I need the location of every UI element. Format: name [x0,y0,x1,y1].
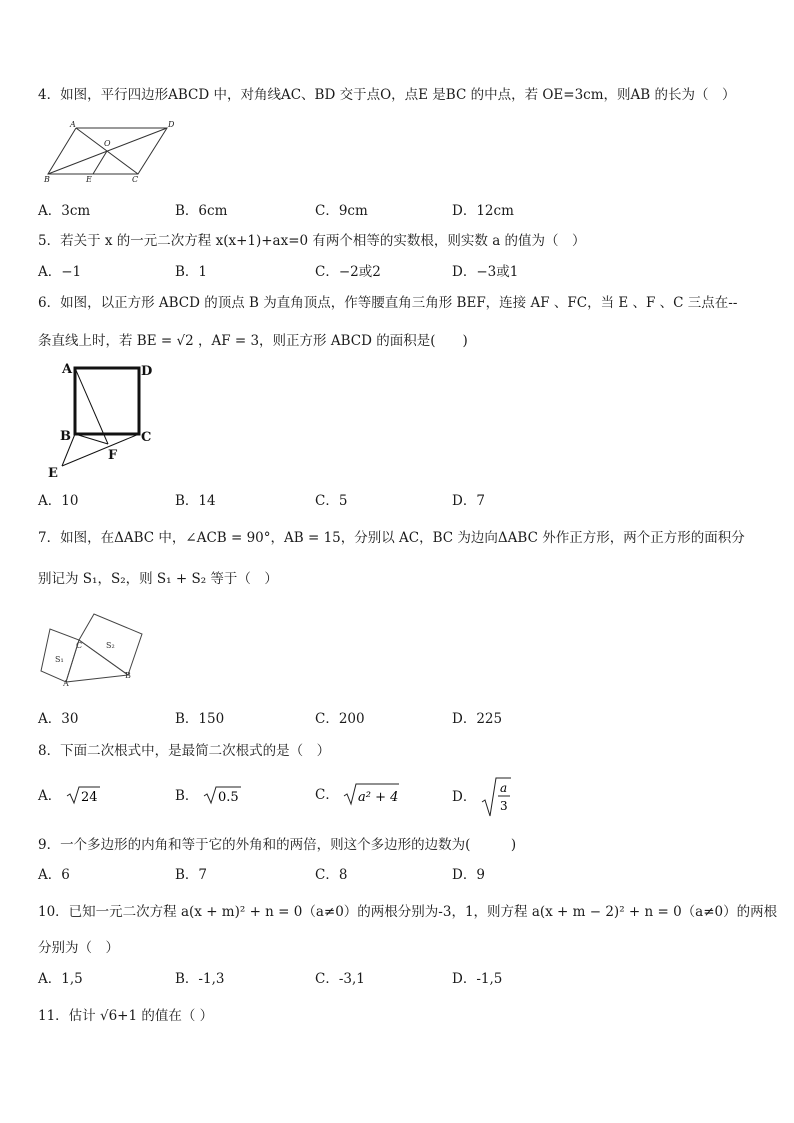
q6-option-d[interactable]: D．7 [452,493,485,509]
q4-label-b: B [44,175,50,184]
q6-label-d: D [141,364,153,379]
q4-label-c: C [132,175,139,184]
q6-stem-line1: 6．如图，以正方形 ABCD 的顶点 B 为直角顶点，作等腰直角三角形 BEF，连接 AF 、FC，当 E 、F 、C 三点在-- [38,295,738,311]
q4-label-e: E [86,175,92,184]
q8-radicand-a: 24 [80,790,98,805]
q6-option-b[interactable]: B．14 [175,493,216,509]
q6-label-e: E [48,466,58,481]
q4-option-b[interactable]: B．6cm [175,203,228,219]
q5-option-a[interactable]: A．−1 [38,264,82,280]
q9-option-c[interactable]: C．8 [315,867,348,883]
q10-option-c[interactable]: C．-3,1 [315,971,365,987]
q7-label-a: A [63,679,69,686]
q11-stem: 11．估计 √6+1 的值在（ ） [38,1008,214,1024]
q4-option-a[interactable]: A．3cm [38,203,91,219]
q8-option-c[interactable] [315,782,399,806]
q4-options [38,199,598,219]
q10-option-a[interactable]: A．1,5 [38,971,83,987]
q7-options [38,707,598,727]
q6-label-b: B [60,429,71,444]
q5-option-d[interactable]: D．−3或1 [452,264,519,280]
q6-label-a: A [62,362,73,377]
q5-option-b[interactable]: B．1 [175,264,208,280]
q8-options [38,776,598,818]
q6-option-c[interactable]: C．5 [315,493,348,509]
q9-option-d[interactable]: D．9 [452,867,485,883]
q8-option-a[interactable] [38,784,100,805]
q10-option-b[interactable]: B．-1,3 [175,971,225,987]
q7-squares-figure [38,608,150,686]
q8-option-d-prefix: D． [452,789,477,805]
q8-radical-b [203,785,241,805]
q4-option-d[interactable]: D．12cm [452,203,514,219]
q7-stem-line1: 7．如图，在ΔABC 中，∠ACB = 90°，AB = 15，分别以 AC，BC 为边向ΔABC 外作正方形，两个正方形的面积分 [38,530,745,546]
q4-parallelogram-figure [40,118,180,184]
q10-option-d[interactable]: D．-1,5 [452,971,503,987]
q5-stem: 5．若关于 x 的一元二次方程 x(x+1)+ax=0 有两个相等的实数根，则实数 a 的值为（ ） [38,233,586,249]
q7-option-d[interactable]: D．225 [452,711,503,727]
q8-option-a-prefix: A． [38,788,62,804]
q10-stem-line2: 分别为（ ） [38,940,119,956]
q6-stem-line2: 条直线上时，若 BE = √2 ，AF = 3，则正方形 ABCD 的面积是( ) [38,333,468,349]
q8-radicand-c: a² + 4 [358,790,399,805]
q9-stem: 9．一个多边形的内角和等于它的外角和的两倍，则这个多边形的边数为( ) [38,837,517,853]
q10-options [38,967,598,987]
q8-option-b-prefix: B． [175,788,199,804]
q8-radicand-b: 0.5 [217,790,239,805]
q9-option-a[interactable]: A．6 [38,867,70,883]
q8-radical-d [481,776,511,818]
q6-options [38,489,598,509]
q8-frac-num: a [499,781,507,795]
q5-options [38,260,598,280]
q4-label-d: D [168,120,175,129]
q6-square-figure [44,358,164,483]
q6-label-c: C [141,430,152,445]
q8-frac-den: 3 [499,799,508,813]
q7-stem-line2: 别记为 S₁，S₂，则 S₁ + S₂ 等于（ ） [38,571,278,587]
q4-label-a: A [70,120,76,129]
q7-label-s2: S₂ [106,641,115,650]
q7-option-b[interactable]: B．150 [175,711,225,727]
q8-radical-a [66,785,100,805]
q8-stem: 8．下面二次根式中，是最简二次根式的是（ ） [38,743,331,759]
q7-label-s1: S₁ [55,655,64,664]
q8-option-b[interactable] [175,784,241,805]
q6-label-f: F [108,448,118,463]
q7-label-c: C [76,641,83,650]
q4-label-o: O [104,139,111,148]
q8-radical-c [343,782,399,806]
q5-option-c[interactable]: C．−2或2 [315,264,381,280]
q4-option-c[interactable]: C．9cm [315,203,368,219]
q4-stem: 4．如图，平行四边形ABCD 中，对角线AC、BD 交于点O，点E 是BC 的中点，若 OE=3cm，则AB 的长为（ ） [38,87,736,103]
q7-option-a[interactable]: A．30 [38,711,79,727]
q8-option-d[interactable] [452,776,511,818]
q10-stem-line1: 10．已知一元二次方程 a(x + m)² + n = 0（a≠0）的两根分别为-3，1，则方程 a(x + m − 2)² + n = 0（a≠0）的两根 [38,904,778,920]
q9-options [38,863,598,883]
q7-label-b: B [125,671,131,680]
q6-option-a[interactable]: A．10 [38,493,79,509]
q9-option-b[interactable]: B．7 [175,867,208,883]
q8-option-c-prefix: C． [315,787,339,803]
q7-option-c[interactable]: C．200 [315,711,365,727]
